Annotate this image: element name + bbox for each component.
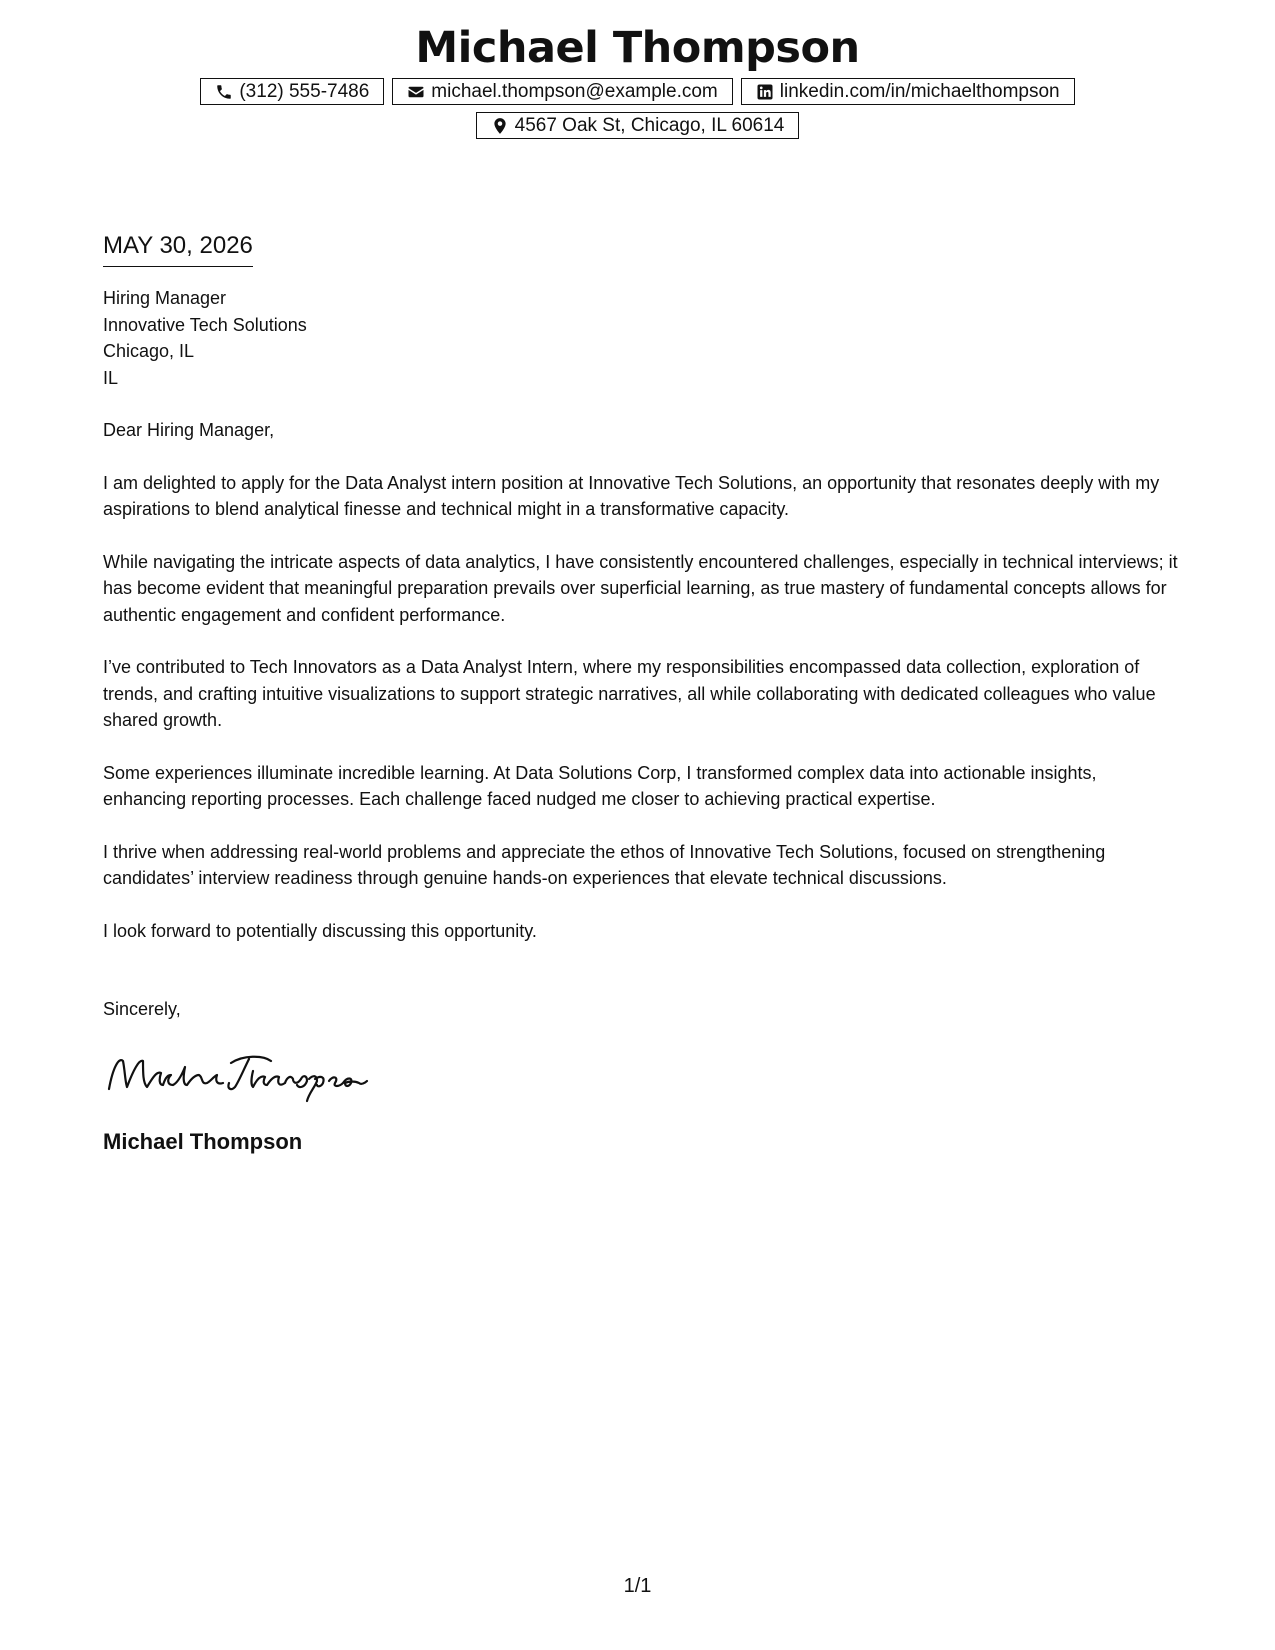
- body-paragraph: I am delighted to apply for the Data Analyst intern position at Innovative Tech Solutions, an opportunity that resonates deeply with my aspirations to blend analytical finesse and technical might in a transformative capacity.: [103, 472, 1160, 519]
- email-address: michael.thompson@example.com: [431, 80, 718, 102]
- recipient-line: Hiring Manager: [103, 288, 227, 308]
- recipient-line: IL: [103, 367, 119, 388]
- salutation: Dear Hiring Manager,: [103, 420, 275, 440]
- letter-header: [0, 20, 1275, 139]
- signer-name: Michael Thompson: [103, 1128, 303, 1154]
- body-paragraph: Some experiences illuminate incredible learning. At Data Solutions Corp, I transformed complex data into actionable insights, enhancing reporting processes. Each challenge faced nudged me closer to achieving practical expertise.: [103, 762, 1097, 809]
- body-paragraph: I thrive when addressing real-world problems and appreciate the ethos of Innovative Tech Solutions, focused on strengthening candidates’ interview readiness through genuine hands-on experiences that elevate technical discussions.: [103, 841, 1106, 888]
- linkedin-chip: [741, 78, 1075, 105]
- letter-date: MAY 30, 2026: [103, 230, 253, 267]
- letter-body: [103, 230, 1183, 1157]
- contact-row-secondary: [0, 112, 1275, 139]
- body-paragraph: I’ve contributed to Tech Innovators as a Data Analyst Intern, where my responsibilities encompassed data collection, exploration of trends, and crafting intuitive visualizations to support strategic narratives, all while collaborating with dedicated colleagues who value shared growth.: [103, 657, 1156, 730]
- page-number: 1/1: [623, 1575, 652, 1597]
- contact-row-primary: [0, 78, 1275, 105]
- mailing-address: 4567 Oak St, Chicago, IL 60614: [514, 114, 785, 136]
- email-chip: [392, 78, 732, 105]
- body-paragraph: I look forward to potentially discussing this opportunity.: [103, 920, 537, 941]
- linkedin-icon: [756, 83, 774, 101]
- handwritten-signature: [103, 1047, 373, 1105]
- body-paragraph: While navigating the intricate aspects of data analytics, I have consistently encountered challenges, especially in technical interviews; it has become evident that meaningful preparation prevails over superficial learning, as true mastery of fundamental concepts allows for authentic engagement and confident performance.: [103, 551, 1178, 625]
- envelope-icon: [407, 83, 425, 101]
- applicant-name: Michael Thompson: [415, 23, 860, 73]
- recipient-block: [103, 285, 1183, 391]
- phone-chip: [200, 78, 384, 105]
- phone-number: (312) 555-7486: [239, 80, 370, 102]
- recipient-line: Innovative Tech Solutions: [103, 314, 307, 335]
- address-chip: [476, 112, 800, 139]
- map-marker-icon: [491, 117, 509, 135]
- recipient-line: Chicago, IL: [103, 341, 195, 361]
- phone-icon: [215, 83, 233, 101]
- linkedin-url: linkedin.com/in/michaelthompson: [779, 80, 1060, 102]
- closing-line: Sincerely,: [103, 999, 181, 1019]
